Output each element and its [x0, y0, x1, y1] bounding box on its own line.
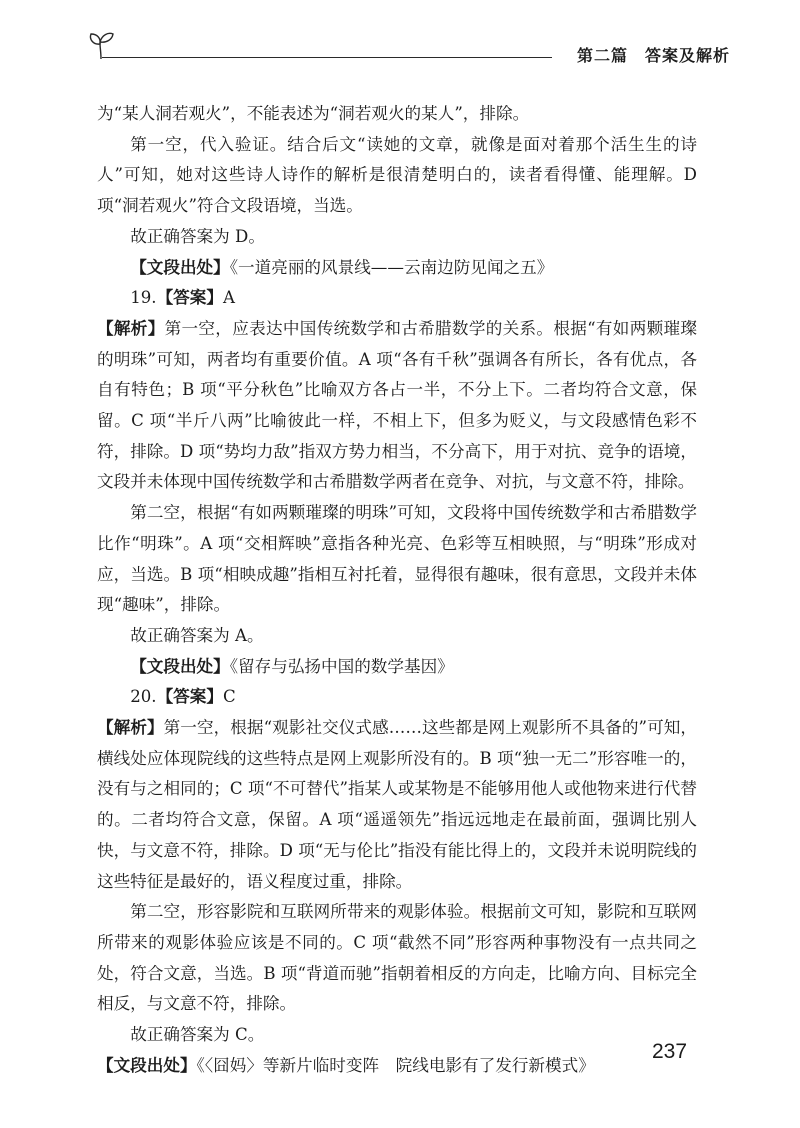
page-number: 237: [652, 1040, 688, 1063]
source-line: [97, 253, 697, 284]
source-label: 【文段出处】: [130, 656, 230, 676]
section-title: 第二篇 答案及解析: [576, 46, 730, 65]
answer-label: 【答案】: [156, 687, 223, 707]
paragraph: 第二空，根据“有如两颗璀璨的明珠”可知，文段将中国传统数学和古希腊数学比作“明珠”。A 项“交相辉映”意指各种光亮、色彩等互相映照，与“明珠”形成对应，当选。B 项“相映成趣”指相互衬托着，显得很有趣味，很有意思，文段并未体现“趣味”，排除。: [97, 503, 697, 615]
source-label: 【文段出处】: [97, 1055, 197, 1075]
answer-line: [97, 682, 697, 713]
paragraph: 第一空，代入验证。结合后文“读她的文章，就像是面对着那个活生生的诗人”可知，她对这些诗人诗作的解析是很清楚明白的，读者看得懂、能理解。D 项“洞若观火”符合文段语境，当选。: [97, 134, 697, 216]
source-line: [97, 1051, 697, 1082]
header-rule: [102, 57, 552, 58]
analysis-text: 第一空，根据“观影社交仪式感……这些都是网上观影所不具备的”可知，横线处应体现院线的这些特点是网上观影所没有的。B 项“独一无二”形容唯一的，没有与之相同的；C 项“不可替代”指某人或某物是不能够用他人或他物来进行代替的。二者均符合文意，保留。A 项“遥遥领先”指远远地走在最前面，强调比别人快，与文意不符，排除。D 项“无与伦比”指没有能比得上的，文段并未说明院线的这些特征是最好的，语义程度过重，排除。: [97, 718, 698, 891]
answer-value: C: [222, 687, 236, 707]
analysis-label: 【解析】: [97, 318, 165, 338]
conclusion: 故正确答案为 D。: [130, 226, 265, 246]
source-text: 《一道亮丽的风景线——云南边防见闻之五》: [229, 257, 554, 277]
sprout-icon: [88, 30, 114, 60]
paragraph: 为“某人洞若观火”，不能表述为“洞若观火的某人”，排除。: [97, 104, 530, 123]
source-line: [97, 652, 697, 683]
source-text: 《留存与弘扬中国的数学基因》: [229, 656, 454, 676]
question-number: 20.: [130, 687, 157, 707]
question-number: 19.: [130, 288, 157, 308]
conclusion: 故正确答案为 C。: [130, 1025, 265, 1045]
answer-line: [97, 283, 697, 314]
analysis-paragraph: [97, 314, 697, 498]
page-body: [97, 99, 697, 1082]
source-label: 【文段出处】: [130, 257, 230, 277]
conclusion: 故正确答案为 A。: [130, 625, 264, 645]
answer-label: 【答案】: [156, 288, 223, 308]
paragraph: 第二空，形容影院和互联网所带来的观影体验。根据前文可知，影院和互联网所带来的观影体验应该是不同的。C 项“截然不同”形容两种事物没有一点共同之处，符合文意，当选。B 项“背道而驰”指朝着相反的方向走，比喻方向、目标完全相反，与文意不符，排除。: [97, 902, 697, 1014]
source-text: 《〈囧妈〉等新片临时变阵 院线电影有了发行新模式》: [196, 1055, 595, 1075]
running-header: [88, 30, 730, 64]
answer-value: A: [222, 288, 235, 308]
analysis-paragraph: [97, 713, 697, 897]
analysis-text: 第一空，应表达中国传统数学和古希腊数学的关系。根据“有如两颗璀璨的明珠”可知，两者均有重要价值。A 项“各有千秋”强调各有所长，各有优点，各自有特色；B 项“平分秋色”比喻双方各占一半，不分上下。二者均符合文意，保留。C 项“半斤八两”比喻彼此一样，不相上下，但多为贬义，与文段感情色彩不符，排除。D 项“势均力敌”指双方势力相当，不分高下，用于对抗、竞争的语境，文段并未体现中国传统数学和古希腊数学两者在竞争、对抗，与文意不符，排除。: [97, 318, 698, 492]
analysis-label: 【解析】: [97, 718, 164, 738]
